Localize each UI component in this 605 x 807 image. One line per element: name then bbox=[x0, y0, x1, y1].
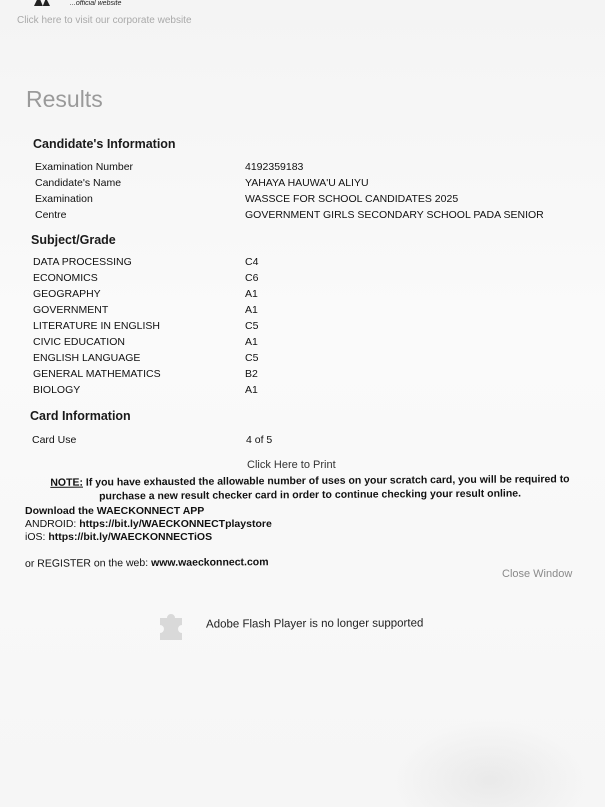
subject-row bbox=[33, 320, 605, 334]
note-label: NOTE: bbox=[50, 476, 84, 489]
subject-name: BIOLOGY bbox=[33, 384, 81, 396]
corporate-website-link[interactable]: Click here to visit our corporate website bbox=[17, 15, 192, 26]
download-app-section bbox=[25, 505, 272, 544]
card-use-row bbox=[32, 434, 605, 448]
subject-grade: C4 bbox=[245, 256, 259, 268]
candidate-info-heading: Candidate's Information bbox=[33, 137, 176, 151]
header-strip bbox=[0, 0, 605, 10]
register-text: or REGISTER on the web: bbox=[24, 556, 152, 570]
candidate-info-value: YAHAYA HAUWA'U ALIYU bbox=[245, 177, 369, 189]
flash-unsupported-message: Adobe Flash Player is no longer supported bbox=[205, 617, 424, 631]
waec-logo bbox=[34, 0, 50, 6]
subject-name: ECONOMICS bbox=[33, 272, 98, 284]
subject-name: GENERAL MATHEMATICS bbox=[33, 368, 161, 380]
ios-link[interactable]: https://bit.ly/WAECKONNECTiOS bbox=[48, 531, 213, 543]
subject-name: CIVIC EDUCATION bbox=[33, 336, 125, 348]
subject-name: GOVERNMENT bbox=[33, 304, 109, 316]
subject-grade: A1 bbox=[245, 304, 258, 316]
card-info-heading: Card Information bbox=[30, 409, 131, 423]
subject-name: ENGLISH LANGUAGE bbox=[33, 352, 141, 364]
subject-name: GEOGRAPHY bbox=[33, 288, 101, 300]
puzzle-piece-icon bbox=[152, 606, 192, 646]
android-label: ANDROID: bbox=[25, 518, 80, 530]
subject-grade: A1 bbox=[245, 288, 258, 300]
subject-grade: A1 bbox=[245, 336, 258, 348]
subject-grade: C6 bbox=[245, 272, 259, 284]
candidate-info-value: WASSCE FOR SCHOOL CANDIDATES 2025 bbox=[245, 193, 459, 205]
candidate-info-label: Centre bbox=[35, 209, 67, 221]
subject-row bbox=[33, 304, 605, 318]
candidate-info-value: GOVERNMENT GIRLS SECONDARY SCHOOL PADA SENIOR bbox=[245, 209, 544, 221]
subject-grade: A1 bbox=[245, 384, 258, 396]
subject-row bbox=[33, 368, 605, 382]
ios-line bbox=[25, 531, 272, 544]
download-app-title: Download the WAECKONNECT APP bbox=[25, 505, 205, 517]
photo-shadow bbox=[390, 720, 590, 807]
subject-row bbox=[33, 352, 605, 366]
subject-grade: C5 bbox=[245, 352, 259, 364]
candidate-info-label: Examination Number bbox=[35, 161, 134, 173]
candidate-info-row bbox=[35, 161, 605, 175]
page-title: Results bbox=[26, 86, 103, 112]
subject-row bbox=[33, 272, 605, 286]
subject-row bbox=[33, 336, 605, 350]
subject-row bbox=[33, 384, 605, 398]
candidate-info-label: Examination bbox=[35, 193, 93, 205]
subject-row bbox=[33, 288, 605, 302]
candidate-info-value: 4192359183 bbox=[245, 161, 304, 173]
subject-name: LITERATURE IN ENGLISH bbox=[33, 320, 160, 332]
subject-grade: C5 bbox=[245, 320, 259, 332]
note-text bbox=[30, 472, 590, 504]
register-link[interactable]: www.waeckonnect.com bbox=[151, 556, 269, 569]
candidate-info-label: Candidate's Name bbox=[35, 177, 122, 189]
subject-name: DATA PROCESSING bbox=[33, 256, 132, 268]
android-link[interactable]: https://bit.ly/WAECKONNECTplaystore bbox=[79, 518, 272, 530]
card-use-value: 4 of 5 bbox=[246, 434, 273, 446]
candidate-info-row bbox=[35, 209, 605, 223]
note-body: If you have exhausted the allowable number of uses on your scratch card, you will be required to purchase a new result checker card in order to continue checking your result online. bbox=[85, 473, 570, 503]
close-window-link[interactable]: Close Window bbox=[502, 568, 573, 580]
ios-label: iOS: bbox=[25, 531, 49, 543]
subject-grade: B2 bbox=[245, 368, 258, 380]
candidate-info-row bbox=[35, 193, 605, 207]
register-line bbox=[25, 556, 269, 570]
candidate-info-row bbox=[35, 177, 605, 191]
print-link[interactable]: Click Here to Print bbox=[247, 459, 336, 471]
subject-grade-heading: Subject/Grade bbox=[31, 233, 116, 247]
android-line bbox=[25, 518, 272, 531]
card-use-label: Card Use bbox=[32, 434, 77, 446]
subject-row bbox=[33, 256, 605, 270]
official-website-tag: ...official website bbox=[70, 0, 122, 7]
